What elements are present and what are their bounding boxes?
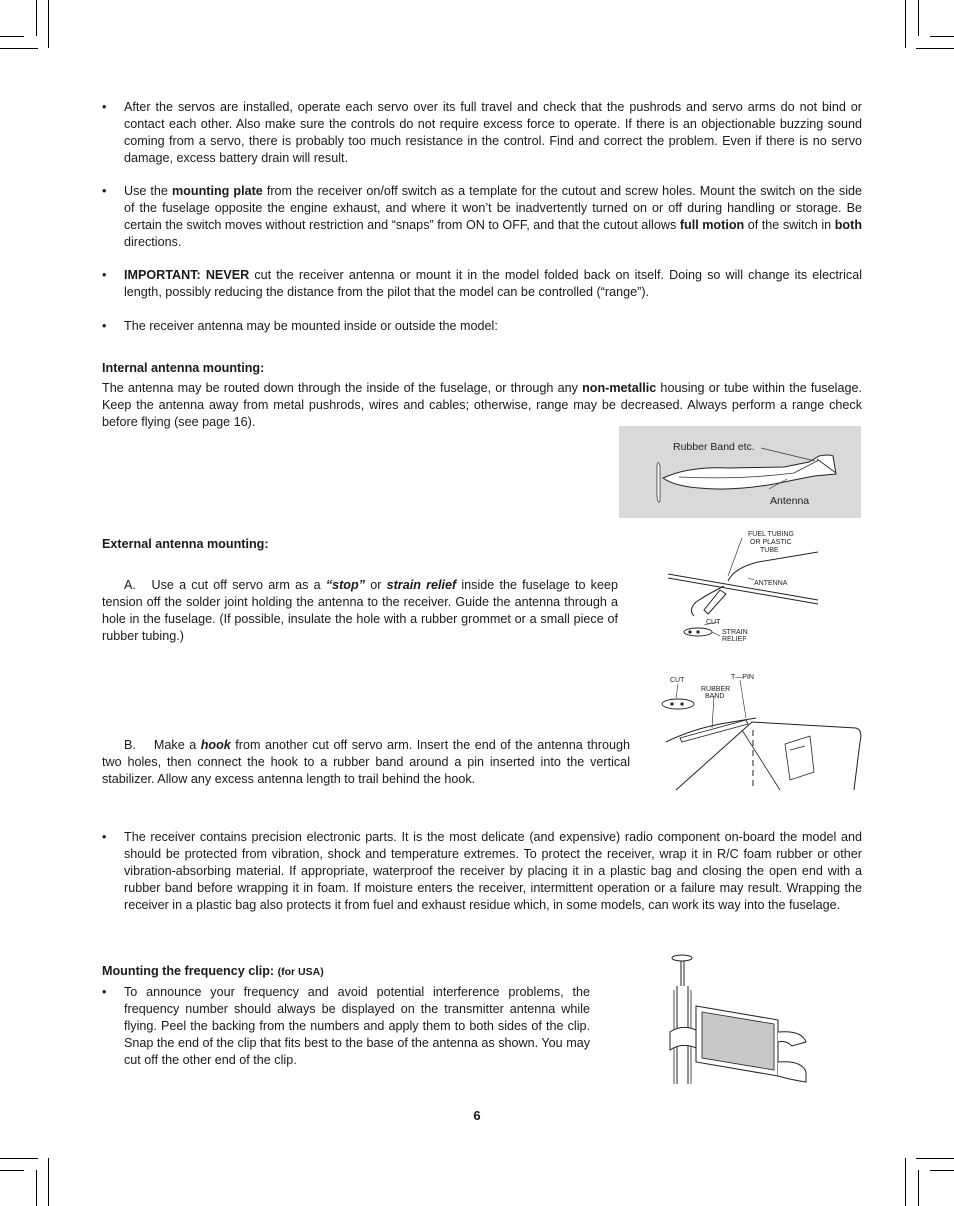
emphasis-stop: “stop”: [325, 578, 365, 592]
text-run: from another cut off servo arm. Insert the end of the antenna through two holes, then connect the hook to a rubber band around a pin inserted into the vertical stabilizer. Allow any excess antenna length to trail behind the hook.: [102, 738, 630, 786]
servo-check-text: • After the servos are installed, operate each servo over its full travel and check that the pushrods and servo arms do not bind or contact each other. Also make sure the controls do not require excess force to operate. If there is an objectionable buzzing sound coming from a servo, there is probably too much resistance in the control. Find and correct the problem. Even if there is no servo damage, excess battery drain will result.: [124, 100, 862, 165]
text-run: Use a cut off servo arm as a: [151, 578, 326, 592]
label-fuel-tubing: FUEL TUBING: [748, 531, 794, 538]
page-number: 6: [473, 1108, 481, 1123]
label-antenna: Antenna: [770, 495, 810, 507]
external-step-a: [102, 577, 618, 645]
hook-illustration: [660, 672, 864, 792]
emphasis-strain-relief: strain relief: [386, 578, 457, 592]
bullet-antenna-warning: [102, 267, 862, 301]
label-or-plastic: OR PLASTIC: [750, 539, 792, 546]
emphasis-hook: hook: [200, 738, 231, 752]
text-run: housing or tube within the fuselage. Keep the antenna away from metal pushrods, wires and cables; otherwise, range may be decreased. Always perform a range check before flying (see page 16).: [102, 381, 862, 429]
external-heading: External antenna mounting:: [102, 537, 269, 551]
heading-note: (for USA): [277, 966, 324, 978]
internal-heading: Internal antenna mounting:: [102, 361, 265, 375]
strain-relief-figure: [668, 528, 820, 644]
text-run: The antenna may be routed down through the inside of the fuselage, or through any: [102, 381, 583, 395]
step-a-label: A.: [124, 578, 136, 592]
label-rubber-band: Rubber Band etc.: [673, 441, 755, 453]
label-relief: RELIEF: [722, 636, 747, 643]
internal-paragraph: [102, 380, 862, 431]
frequency-clip-figure: [662, 950, 812, 1088]
strain-relief-illustration: [668, 528, 820, 644]
emphasis-full-motion: full motion: [679, 218, 745, 232]
antenna-warning-text: [124, 267, 862, 301]
text-run: inside the fuselage to keep tension off the solder joint holding the antenna to the receiver. Guide the antenna through a hole in the fuselage. (If possible, insulate the hole with a rubber grommet or a small piece of rubber tubing.): [102, 578, 618, 643]
label-tube: TUBE: [760, 547, 779, 554]
step-b-label: B.: [124, 738, 136, 752]
emphasis-both: both: [834, 218, 863, 232]
bullet-frequency-clip: [102, 984, 590, 1069]
label-rubber: RUBBER: [701, 686, 731, 693]
frequency-clip-illustration: [662, 950, 812, 1088]
text-run: or: [365, 578, 387, 592]
hook-figure: [660, 672, 864, 792]
text-run: Use the: [124, 184, 172, 198]
emphasis-mounting-plate: mounting plate: [171, 184, 263, 198]
external-step-b: [102, 737, 630, 788]
label-strain: STRAIN: [722, 629, 748, 636]
text-run: from the receiver on/off switch as a template for the cutout and screw holes. Mount the switch on the side of the fuselage opposite the engine exhaust, and where it won’t be inadvertently turned on or off during handling or storage. Be certain the switch moves without restriction and “snaps” from ON to OFF, and that the cutout allows: [124, 184, 863, 232]
bullet-receiver-protection: [102, 829, 862, 914]
antenna-mount-text: • The receiver antenna may be mounted inside or outside the model:: [124, 319, 498, 333]
frequency-clip-text: • To announce your frequency and avoid potential interference problems, the frequency number should always be displayed on the transmitter antenna while flying. Peel the backing from the numbers and apply them to both sides of the clip. Snap the end of the clip that fits best to the base of the antenna as shown. You may cut off the other end of the clip.: [124, 985, 590, 1067]
switch-mount-text: [124, 183, 862, 251]
bullet-antenna-mount: [102, 318, 862, 335]
airplane-illustration: [619, 426, 861, 518]
receiver-protection-text: • The receiver contains precision electronic parts. It is the most delicate (and expensive) radio component on-board the model and should be protected from vibration, shock and temperature extremes. To protect the receiver, wrap it in R/C foam rubber or other vibration-absorbing material. If appropriate, waterproof the receiver by placing it in a plastic bag and closing the open end with a rubber band before wrapping it in foam. If moisture enters the receiver, intermittent operation or a failure may result. Wrapping the receiver in a plastic bag also protects it from fuel and exhaust residue which, in some models, can work its way into the fuselage.: [124, 830, 862, 912]
text-run: of the switch in: [744, 218, 835, 232]
text-run: Make a: [153, 738, 201, 752]
bullet-switch-mount: [102, 183, 862, 251]
text-run: directions.: [124, 235, 182, 249]
label-cut: CUT: [706, 619, 721, 626]
heading-main: Mounting the frequency clip:: [102, 964, 275, 978]
internal-antenna-figure: [619, 426, 861, 518]
label-cut: CUT: [670, 677, 685, 684]
label-band: BAND: [705, 693, 725, 700]
emphasis-important-never: IMPORTANT: NEVER: [124, 268, 250, 282]
label-antenna: ANTENNA: [754, 580, 788, 587]
bullet-servo-check: [102, 99, 862, 167]
frequency-clip-heading: [102, 964, 324, 978]
text-run: cut the receiver antenna or mount it in the model folded back on itself. Doing so will change its electrical length, possibly reducing the distance from the pilot that the model can be controlled (“range”).: [124, 268, 862, 299]
emphasis-non-metallic: non-metallic: [582, 381, 657, 395]
label-t-pin: T—PIN: [731, 674, 754, 681]
